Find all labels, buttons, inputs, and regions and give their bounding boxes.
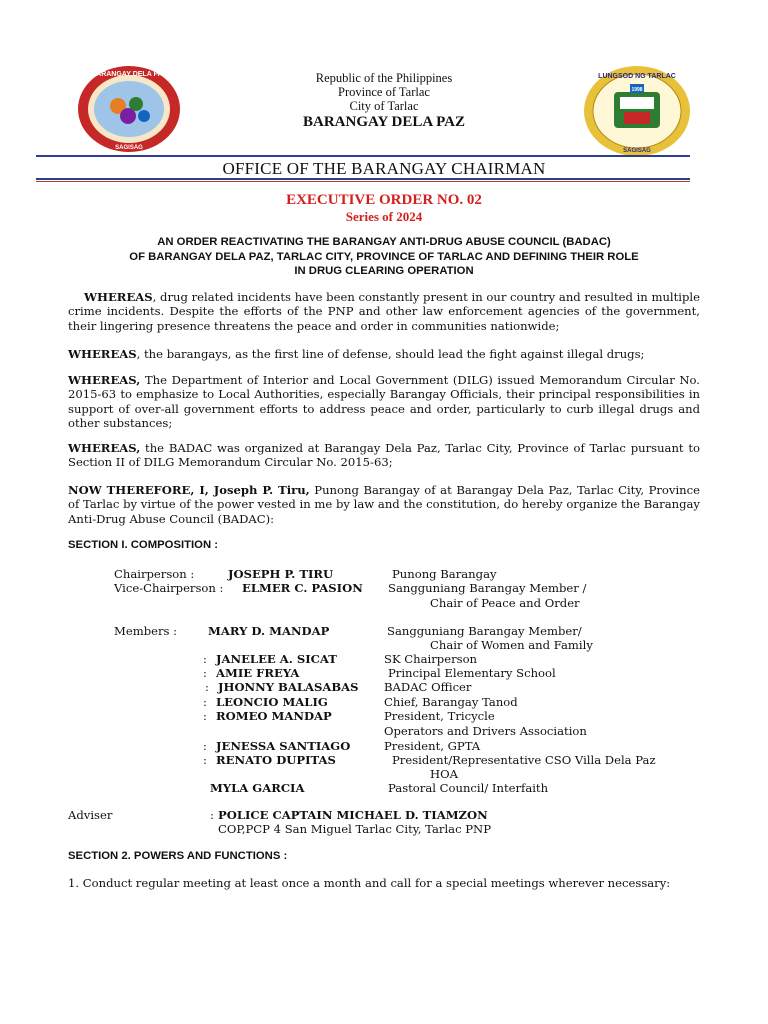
executive-order-series: Series of 2024 (345, 209, 423, 224)
vice-chair-label: Vice-Chairperson : (114, 581, 224, 595)
order-title-line-2: OF BARANGAY DELA PAZ, TARLAC CITY, PROVINCE OF TARLAC AND DEFINING THEIR ROLE (129, 250, 639, 263)
chair-name: JOSEPH P. TIRU (228, 567, 334, 581)
whereas-paragraph-1: WHEREAS, drug related incidents have been constantly present in our country and resulted in multiple crime incidents. Despite the efforts of the PNP and other law enforcement agencies of the government, their lingering presence threatens the peace and order in communities nationwide; (68, 290, 700, 333)
member-role: President, Tricycle (384, 709, 495, 723)
member-role-2: Chair of Women and Family (430, 638, 593, 652)
bottom-divider-red (36, 181, 690, 182)
right-logo-text-top: LUNGSOD NG TARLAC (598, 73, 676, 80)
republic-line: Republic of the Philippines (315, 71, 453, 85)
member-name: JHONNY BALASABAS (218, 680, 359, 694)
now-therefore-paragraph: NOW THEREFORE, I, Joseph P. Tiru, Punong Barangay of at Barangay Dela Paz, Tarlac City, Province of Tarlac by virtue of the power vested in me by law and the constitution, do hereby organize the Barangay Anti-Drug Abuse Council (BADAC): (68, 483, 700, 526)
member-name: ROMEO MANDAP (216, 709, 332, 723)
right-logo-year: 1998 (631, 87, 643, 93)
member-name: MARY D. MANDAP (208, 624, 330, 638)
member-name: JENESSA SANTIAGO (216, 739, 351, 753)
member-sep: : (205, 680, 209, 694)
whereas-paragraph-2: WHEREAS, the barangays, as the first line of defense, should lead the fight against illegal drugs; (68, 347, 645, 361)
city-line: City of Tarlac (349, 99, 419, 113)
order-title (60, 235, 708, 279)
order-title-line-1: AN ORDER REACTIVATING THE BARANGAY ANTI-DRUG ABUSE COUNCIL (BADAC) (157, 236, 611, 248)
province-line: Province of Tarlac (338, 85, 430, 99)
member-role: Chief, Barangay Tanod (384, 695, 518, 709)
bottom-divider-blue (36, 178, 690, 180)
member-name: AMIE FREYA (216, 666, 300, 680)
adviser-sep: : (210, 808, 214, 822)
vice-chair-name: ELMER C. PASION (242, 581, 363, 595)
member-name: RENATO DUPITAS (216, 753, 336, 767)
member-name: JANELEE A. SICAT (216, 652, 337, 666)
member-role: BADAC Officer (384, 680, 472, 694)
adviser-label: Adviser (68, 808, 113, 822)
barangay-seal-logo (76, 64, 182, 154)
member-name: LEONCIO MALIG (216, 695, 328, 709)
member-sep: : (203, 695, 207, 709)
member-sep: : (203, 652, 207, 666)
whereas-paragraph-4: WHEREAS, the BADAC was organized at Barangay Dela Paz, Tarlac City, Province of Tarlac pursuant to Section II of DILG Memorandum Circular No. 2015-63; (68, 441, 700, 470)
vice-chair-role-2: Chair of Peace and Order (430, 596, 580, 610)
member-role-2: HOA (430, 767, 458, 781)
chair-role: Punong Barangay (392, 567, 497, 581)
member-role: President/Representative CSO Villa Dela Paz (392, 753, 656, 767)
member-name: MYLA GARCIA (210, 781, 305, 795)
top-divider (36, 155, 690, 157)
left-logo-text-bottom: SAGISAG (115, 145, 143, 151)
letterhead (200, 71, 568, 131)
member-sep: : (203, 753, 207, 767)
member-sep: : (203, 709, 207, 723)
member-role: SK Chairperson (384, 652, 478, 666)
vice-chair-role-1: Sangguniang Barangay Member / (388, 581, 587, 595)
chair-label: Chairperson : (114, 567, 195, 581)
member-sep: : (203, 666, 207, 680)
section-2-heading: SECTION 2. POWERS AND FUNCTIONS : (68, 850, 288, 862)
member-role: President, GPTA (384, 739, 481, 753)
order-title-line-3: IN DRUG CLEARING OPERATION (294, 265, 474, 277)
member-sep: : (203, 739, 207, 753)
barangay-name: BARANGAY DELA PAZ (303, 114, 465, 130)
section-1-heading: SECTION I. COMPOSITION : (68, 539, 219, 551)
left-logo-text-top: BARANGAY DELA PAZ (91, 71, 167, 78)
city-seal-logo (582, 64, 692, 158)
executive-order-number: EXECUTIVE ORDER NO. 02 (286, 192, 482, 208)
office-title: OFFICE OF THE BARANGAY CHAIRMAN (222, 159, 546, 178)
member-role-2: Operators and Drivers Association (384, 724, 587, 738)
members-label: Members : (114, 624, 178, 638)
section-2-item-1: 1. Conduct regular meeting at least once a month and call for a special meetings wherever necessary: (68, 876, 671, 890)
right-logo-text-bottom: SAGISAG (623, 148, 651, 154)
member-role: Pastoral Council/ Interfaith (388, 781, 549, 795)
adviser-office: COP,PCP 4 San Miguel Tarlac City, Tarlac PNP (218, 822, 491, 836)
member-role: Sangguniang Barangay Member/ (387, 624, 582, 638)
adviser-name: POLICE CAPTAIN MICHAEL D. TIAMZON (218, 808, 488, 822)
member-role: Principal Elementary School (388, 666, 556, 680)
whereas-paragraph-3: WHEREAS, The Department of Interior and Local Government (DILG) issued Memorandum Circular No. 2015-63 to emphasize to Local Authorities, especially Barangay Officials, their principal responsibilities in support of over-all government efforts to address peace and order, particularly to curb illegal drugs and other substances; (68, 373, 700, 431)
